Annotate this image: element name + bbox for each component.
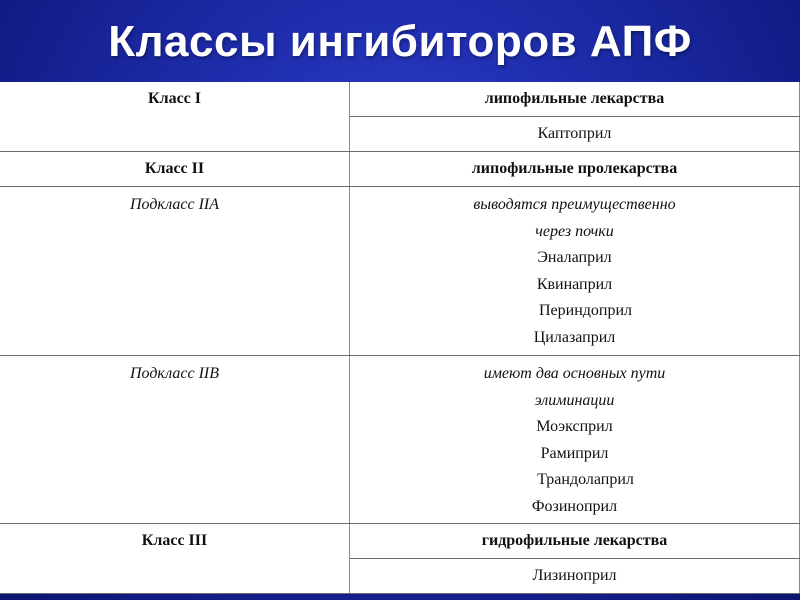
subclass-iia-content — [350, 187, 800, 356]
drug-name: Фозиноприл — [531, 497, 618, 515]
subclass-iia-label: Подкласс IIA — [129, 196, 220, 213]
drug-name: Эналаприл — [537, 249, 612, 267]
drug-name: Рамиприл — [540, 444, 609, 462]
class-iii-drug: Лизиноприл — [350, 559, 800, 594]
class-ii-cell: Класс II — [0, 152, 350, 187]
table-row — [0, 152, 800, 187]
class-i-description: липофильные лекарства — [350, 82, 800, 117]
drug-name: Цилазаприл — [533, 328, 616, 346]
class-ii-description: липофильные пролекарства — [350, 152, 800, 187]
subclass-iib-note-1: имеют два основных пути — [483, 365, 666, 382]
page-title: Классы ингибиторов АПФ — [108, 17, 692, 66]
class-i-drug: Каптоприл — [350, 117, 800, 152]
class-iii-cell: Класс III — [0, 524, 350, 594]
subclass-iib-content — [350, 356, 800, 524]
subclass-iib-label: Подкласс IIB — [129, 365, 220, 382]
class-i-cell: Класс I — [0, 82, 350, 152]
ace-inhibitor-classes-table — [0, 82, 800, 594]
subclass-iib-cell — [0, 356, 350, 524]
drug-name: Моэксприл — [536, 418, 613, 436]
table-row — [0, 187, 800, 356]
subclass-iia-note-1: выводятся преимущественно — [473, 196, 676, 213]
table-row — [0, 356, 800, 524]
table-row — [0, 524, 800, 559]
subclass-iia-cell — [0, 187, 350, 356]
class-iii-description: гидрофильные лекарства — [350, 524, 800, 559]
table-row — [0, 82, 800, 117]
drug-name: Трандолаприл — [537, 471, 634, 489]
subclass-iia-note-2: через почки — [535, 222, 614, 240]
subclass-iib-note-2: элиминации — [534, 391, 615, 409]
drug-name: Периндоприл — [538, 302, 633, 320]
drug-name: Квинаприл — [536, 275, 613, 293]
